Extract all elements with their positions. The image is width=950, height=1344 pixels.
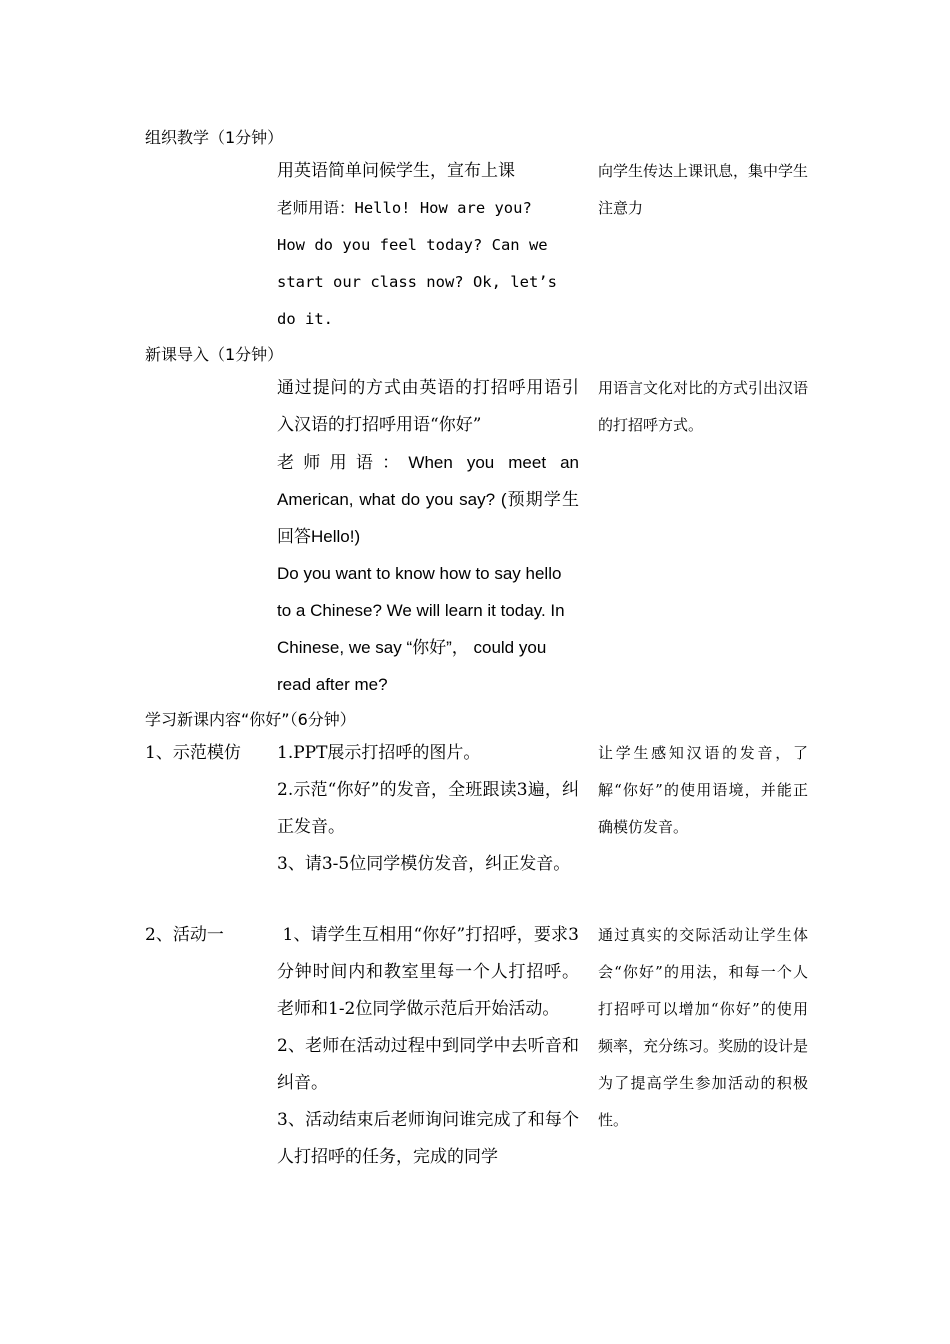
step-demo-note-text: 让学生感知汉语的发音，了解“你好”的使用语境，并能正确模仿发音。 xyxy=(598,744,808,836)
step-demo-line-3: 3、请3-5位同学模仿发音，纠正发音。 xyxy=(277,854,571,874)
organize-line-3: How do you feel today? Can we xyxy=(277,236,548,254)
step-demo-note xyxy=(598,735,808,846)
step-activity-content xyxy=(277,917,579,1176)
organize-note xyxy=(598,153,808,227)
organize-line-2: 老师用语：Hello! How are you? xyxy=(277,199,532,217)
section-heading-intro: 新课导入（1分钟） xyxy=(145,345,284,364)
step-demo-line-1: 1.PPT展示打招呼的图片。 xyxy=(277,743,481,763)
section-heading-organize: 组织教学（1分钟） xyxy=(145,128,284,147)
organize-note-text: 向学生传达上课讯息，集中学生注意力 xyxy=(598,162,809,217)
organize-line-4: start our class now? Ok, let’s xyxy=(277,273,557,291)
intro-line-1: 通过提问的方式由英语的打招呼用语引入汉语的打招呼用语“你好” xyxy=(277,378,579,435)
organize-line-5: do it. xyxy=(277,310,333,328)
step-demo-line-2: 2.示范“你好”的发音，全班跟读3遍，纠正发音。 xyxy=(277,780,579,837)
intro-note-text: 用语言文化对比的方式引出汉语的打招呼方式。 xyxy=(598,379,809,434)
intro-content xyxy=(277,370,579,703)
organize-content xyxy=(277,153,579,338)
step-demo-content xyxy=(277,735,579,883)
organize-line-1: 用英语简单问候学生，宣布上课 xyxy=(277,161,515,181)
intro-line-3: Do you want to know how to say hello to a Chinese? We will learn it today. In Chinese, we say “你好”， could you read after me? xyxy=(277,564,565,694)
step-activity-line-3: 3、活动结束后老师询问谁完成了和每个人打招呼的任务，完成的同学 xyxy=(277,1110,579,1167)
step-label-demo: 1、示范模仿 xyxy=(145,743,241,763)
step-activity-note-text: 通过真实的交际活动让学生体会“你好”的用法，和每一个人打招呼可以增加“你好”的使用频率，充分练习。奖励的设计是为了提高学生参加活动的积极性。 xyxy=(598,926,809,1129)
section-heading-learn: 学习新课内容“你好”（6分钟） xyxy=(145,710,356,729)
intro-note xyxy=(598,370,808,444)
step-activity-line-1: 1、请学生互相用“你好”打招呼，要求3分钟时间内和教室里每一个人打招呼。老师和1-2位同学做示范后开始活动。 xyxy=(277,925,580,1019)
intro-line-2: 老师用语：When you meet an American, what do you say? (预期学生回答Hello!) xyxy=(277,453,579,546)
step-activity-line-2: 2、老师在活动过程中到同学中去听音和纠音。 xyxy=(277,1036,579,1093)
step-activity-note xyxy=(598,917,808,1139)
step-label-activity: 2、活动一 xyxy=(145,925,224,945)
